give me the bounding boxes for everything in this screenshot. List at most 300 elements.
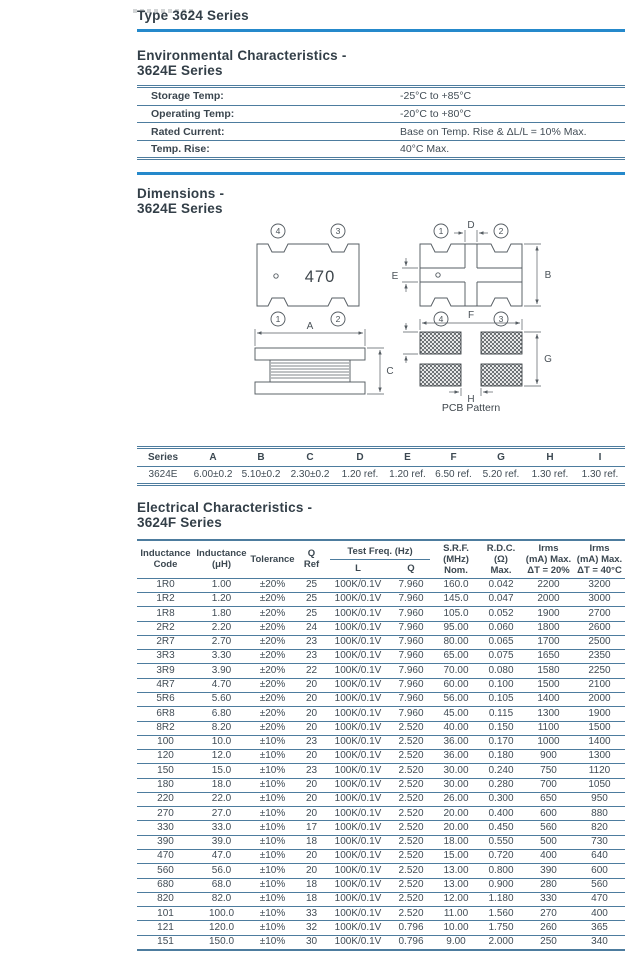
table-cell: ±10% xyxy=(259,936,286,948)
header-line: (Ω) xyxy=(494,553,508,565)
table-cell: 270 xyxy=(157,807,174,819)
table-cell: 0.080 xyxy=(488,664,514,676)
dim-label-b: B xyxy=(544,270,552,282)
table-cell: 0.170 xyxy=(488,736,514,748)
header-line: Tolerance xyxy=(250,553,295,565)
column-header: E xyxy=(385,448,430,466)
table-cell: 330 xyxy=(157,821,174,833)
pad-height-marks xyxy=(403,323,418,363)
table-cell: ±20% xyxy=(259,693,286,705)
table-cell: 100K/0.1V xyxy=(334,793,382,805)
table-cell: 1800 xyxy=(537,621,560,633)
env-value: 40°C Max. xyxy=(400,143,450,156)
header-line: Ref xyxy=(303,559,320,571)
table-cell: 2.520 xyxy=(398,850,424,862)
pin-marker xyxy=(494,312,508,326)
table-header xyxy=(137,540,625,579)
table-cell: 2.520 xyxy=(398,878,424,890)
table-cell: 7.960 xyxy=(398,664,424,676)
table-cell: ±20% xyxy=(259,607,286,619)
table-cell: ±20% xyxy=(259,579,286,591)
table-cell: 1050 xyxy=(588,779,611,791)
table-cell: 6.00±0.2 xyxy=(193,469,233,481)
table-cell: 3.90 xyxy=(211,664,232,676)
table-cell: 1.750 xyxy=(488,921,514,933)
page-title: Type 3624 Series xyxy=(137,8,249,23)
table-cell: 7.960 xyxy=(398,693,424,705)
table-cell: 3R3 xyxy=(156,650,175,662)
table-cell: 2.520 xyxy=(398,836,424,848)
column-header: A xyxy=(189,448,237,466)
datasheet-content xyxy=(137,8,625,951)
header-line: Inductance xyxy=(196,548,247,560)
table-cell: 100K/0.1V xyxy=(334,579,382,591)
table-cell: 36.00 xyxy=(443,736,469,748)
table-cell: 2.20 xyxy=(211,621,232,633)
header-line: Nom. xyxy=(444,564,468,576)
table-cell: 47.0 xyxy=(211,850,232,862)
table-cell: 2.520 xyxy=(398,864,424,876)
table-cell: 3.30 xyxy=(211,650,232,662)
table-cell: 0.450 xyxy=(488,821,514,833)
table-row xyxy=(137,578,625,592)
table-row xyxy=(137,592,625,606)
terminal-gap-lines xyxy=(420,244,522,306)
table-cell: 0.075 xyxy=(488,650,514,662)
table-header-row xyxy=(137,448,625,466)
datasheet-page xyxy=(0,8,639,956)
table-cell: 20 xyxy=(305,850,318,862)
header-line: (μH) xyxy=(212,559,231,571)
table-row xyxy=(137,892,625,906)
table-cell: 1300 xyxy=(588,750,611,762)
column-header: H xyxy=(525,448,575,466)
env-label: Rated Current: xyxy=(151,125,225,138)
table-cell: 5.10±0.2 xyxy=(241,469,281,481)
header-line: Irms xyxy=(589,542,610,554)
table-row xyxy=(137,692,625,706)
table-cell: 26.00 xyxy=(443,793,469,805)
table-cell: 2.520 xyxy=(398,807,424,819)
series-dimensions-table xyxy=(137,446,625,485)
table-cell: 1.180 xyxy=(488,893,514,905)
table-cell: 18 xyxy=(305,836,318,848)
table-cell: 18 xyxy=(305,878,318,890)
table-cell: 600 xyxy=(540,807,557,819)
table-cell: 365 xyxy=(591,921,608,933)
elec-heading-line1: Electrical Characteristics - xyxy=(137,499,313,515)
table-cell: 0.060 xyxy=(488,621,514,633)
polarity-dot xyxy=(436,273,440,277)
table-cell: 20 xyxy=(305,707,318,719)
pin-number: 3 xyxy=(498,314,504,325)
table-cell: 22.0 xyxy=(211,793,232,805)
table-row xyxy=(137,707,625,721)
electrical-table xyxy=(137,539,625,951)
table-cell: 0.100 xyxy=(488,679,514,691)
table-cell: 1500 xyxy=(588,721,611,733)
table-cell: 470 xyxy=(591,893,608,905)
dim-label-a: A xyxy=(306,321,314,333)
section-divider-rule xyxy=(137,172,625,175)
dimensions-diagram xyxy=(137,220,625,412)
environmental-table xyxy=(137,85,625,160)
table-cell: 20 xyxy=(305,779,318,791)
table-cell: 56.00 xyxy=(443,693,469,705)
winding-hatch xyxy=(271,363,349,378)
table-cell: 270 xyxy=(540,907,557,919)
table-cell: 2.30±0.2 xyxy=(290,469,330,481)
table-cell: 100K/0.1V xyxy=(334,650,382,662)
table-cell: 640 xyxy=(591,850,608,862)
title-underline-rule xyxy=(137,29,625,32)
dims-section-heading xyxy=(137,186,625,216)
column-header-inductance-uh xyxy=(194,540,249,579)
table-cell: 100K/0.1V xyxy=(334,779,382,791)
table-cell: ±20% xyxy=(259,650,286,662)
table-cell: 1.00 xyxy=(211,579,232,591)
table-cell: 0.300 xyxy=(488,793,514,805)
env-value: -25°C to +85°C xyxy=(400,90,472,103)
table-cell: 20 xyxy=(305,750,318,762)
table-row xyxy=(137,850,625,864)
side-view xyxy=(255,321,394,394)
table-cell: 1.560 xyxy=(488,907,514,919)
table-cell: 1900 xyxy=(588,707,611,719)
table-cell: 0.240 xyxy=(488,764,514,776)
table-cell: 330 xyxy=(540,893,557,905)
table-cell: ±20% xyxy=(259,593,286,605)
table-cell: 6.50 ref. xyxy=(435,469,472,481)
table-row xyxy=(137,764,625,778)
table-cell: 820 xyxy=(591,821,608,833)
table-cell: 1100 xyxy=(537,721,560,733)
table-cell: 0.180 xyxy=(488,750,514,762)
column-header-tolerance xyxy=(249,540,296,579)
table-cell: 6.80 xyxy=(211,707,232,719)
table-cell: 100K/0.1V xyxy=(334,893,382,905)
pcb-pad xyxy=(420,364,461,386)
table-cell: 20 xyxy=(305,807,318,819)
header-line: Max. xyxy=(490,564,512,576)
table-cell: 36.00 xyxy=(443,750,469,762)
table-cell: 7.960 xyxy=(398,707,424,719)
env-heading-line1: Environmental Characteristics - xyxy=(137,48,347,63)
table-cell: 2200 xyxy=(537,579,560,591)
column-header: F xyxy=(430,448,477,466)
env-label: Temp. Rise: xyxy=(151,143,210,156)
table-cell: 0.052 xyxy=(488,607,514,619)
column-header: B xyxy=(237,448,285,466)
table-cell: 820 xyxy=(157,893,174,905)
table-cell: 220 xyxy=(157,793,174,805)
table-cell: 20 xyxy=(305,864,318,876)
column-header-q-ref xyxy=(296,540,327,579)
header-line: Test Freq. (Hz) xyxy=(330,546,430,560)
table-cell: 0.550 xyxy=(488,836,514,848)
env-label: Operating Temp: xyxy=(151,107,235,120)
table-cell: 101 xyxy=(157,907,174,919)
table-cell: 3624E xyxy=(148,469,178,481)
bottom-plate xyxy=(255,382,365,394)
table-cell: 23 xyxy=(305,764,318,776)
table-cell: 12.00 xyxy=(443,893,469,905)
elec-heading-line2: 3624F Series xyxy=(137,514,222,530)
table-cell: 23 xyxy=(305,736,318,748)
table-cell: 0.400 xyxy=(488,807,514,819)
column-header-irms-20 xyxy=(523,540,574,579)
header-line: ΔT = 20% xyxy=(527,564,570,576)
table-cell: 100K/0.1V xyxy=(334,907,382,919)
table-cell: 160.0 xyxy=(443,579,469,591)
table-cell: 4R7 xyxy=(156,679,175,691)
dim-label-c: C xyxy=(386,366,394,378)
table-cell: 1500 xyxy=(537,679,560,691)
table-cell: 20 xyxy=(305,793,318,805)
table-cell: 17 xyxy=(305,821,318,833)
table-cell: 7.960 xyxy=(398,621,424,633)
table-cell: 2R2 xyxy=(156,621,175,633)
table-cell: ±10% xyxy=(259,764,286,776)
table-cell: 80.00 xyxy=(443,636,469,648)
table-cell: 2.520 xyxy=(398,779,424,791)
column-header-l: L xyxy=(355,563,361,575)
table-cell: 2.520 xyxy=(398,750,424,762)
dim-c xyxy=(367,348,394,394)
column-header: I xyxy=(575,448,625,466)
pcb-pad xyxy=(420,332,461,354)
column-header-rdc xyxy=(479,540,523,579)
table-cell: 100.0 xyxy=(208,907,235,919)
table-cell: 25 xyxy=(305,593,318,605)
table-row xyxy=(137,735,625,749)
table-cell: 2.70 xyxy=(211,636,232,648)
table-cell: 25 xyxy=(305,579,318,591)
table-row xyxy=(137,466,625,484)
table-row xyxy=(137,864,625,878)
table-cell: 100K/0.1V xyxy=(334,850,382,862)
table-cell: 8.20 xyxy=(211,721,232,733)
table-cell: 0.280 xyxy=(488,779,514,791)
terminal-view-outline xyxy=(420,244,522,306)
table-cell: 120 xyxy=(157,750,174,762)
table-cell: 32 xyxy=(305,921,318,933)
table-cell: 100K/0.1V xyxy=(334,679,382,691)
table-cell: 1580 xyxy=(537,664,560,676)
header-line: ΔT = 40°C xyxy=(577,564,622,576)
column-header: Series xyxy=(137,448,189,466)
top-plate xyxy=(255,348,365,360)
table-cell: 1.20 xyxy=(211,593,232,605)
table-cell: 7.960 xyxy=(398,636,424,648)
table-cell: 2.000 xyxy=(488,936,514,948)
table-cell: 2000 xyxy=(588,693,611,705)
column-header-srf xyxy=(433,540,479,579)
column-header: C xyxy=(285,448,335,466)
table-cell: 150 xyxy=(157,764,174,776)
table-cell: 7.960 xyxy=(398,579,424,591)
table-cell: 13.00 xyxy=(443,878,469,890)
pin-number: 4 xyxy=(438,314,444,325)
dim-label-f: F xyxy=(467,310,475,322)
polarity-dot xyxy=(274,274,278,278)
table-cell: 0.042 xyxy=(488,579,514,591)
pcb-pad xyxy=(481,364,522,386)
table-row xyxy=(137,621,625,635)
table-cell: 100K/0.1V xyxy=(334,836,382,848)
table-cell: 100K/0.1V xyxy=(334,693,382,705)
elec-section-heading xyxy=(137,500,625,530)
table-cell: 950 xyxy=(591,793,608,805)
table-cell: ±20% xyxy=(259,679,286,691)
table-cell: 2700 xyxy=(588,607,611,619)
pcb-pad xyxy=(481,332,522,354)
table-cell: 22 xyxy=(305,664,318,676)
table-cell: 100K/0.1V xyxy=(334,593,382,605)
table-cell: ±10% xyxy=(259,921,286,933)
table-cell: 0.065 xyxy=(488,636,514,648)
pcb-pattern-label: PCB Pattern xyxy=(441,402,501,413)
table-row xyxy=(137,821,625,835)
table-cell: 100K/0.1V xyxy=(334,736,382,748)
table-cell: 40.00 xyxy=(443,721,469,733)
table-cell: 15.0 xyxy=(211,764,232,776)
table-row xyxy=(137,835,625,849)
table-cell: 7.960 xyxy=(398,650,424,662)
table-cell: 65.00 xyxy=(443,650,469,662)
dims-heading-line2: 3624E Series xyxy=(137,201,223,217)
pin-marker xyxy=(494,224,508,238)
table-cell: 390 xyxy=(540,864,557,876)
pin-marker xyxy=(271,312,285,326)
column-header-irms-40 xyxy=(574,540,625,579)
table-cell: 70.00 xyxy=(443,664,469,676)
dim-label-g: G xyxy=(544,354,552,366)
table-cell: 470 xyxy=(157,850,174,862)
env-value: -20°C to +80°C xyxy=(400,107,472,120)
table-cell: 105.0 xyxy=(443,607,469,619)
header-line: S.R.F. xyxy=(443,542,469,554)
table-row xyxy=(137,750,625,764)
table-cell: 7.960 xyxy=(398,679,424,691)
table-cell: 6R8 xyxy=(156,707,175,719)
column-header-q: Q xyxy=(407,563,415,575)
dim-f xyxy=(420,310,522,330)
table-cell: 95.00 xyxy=(443,621,469,633)
env-label: Storage Temp: xyxy=(151,90,224,103)
table-row xyxy=(137,807,625,821)
table-cell: 0.796 xyxy=(398,921,424,933)
table-row xyxy=(137,650,625,664)
pin-marker xyxy=(434,224,448,238)
table-cell: 100K/0.1V xyxy=(334,721,382,733)
table-cell: 250 xyxy=(540,936,557,948)
table-cell: 100K/0.1V xyxy=(334,764,382,776)
dim-e xyxy=(392,258,418,292)
inductance-marking: 470 xyxy=(304,268,336,287)
table-cell: ±20% xyxy=(259,707,286,719)
table-cell: 0.047 xyxy=(488,593,514,605)
table-cell: ±20% xyxy=(259,721,286,733)
table-cell: 500 xyxy=(540,836,557,848)
table-cell: 600 xyxy=(591,864,608,876)
table-cell: 1.30 ref. xyxy=(531,469,569,481)
table-cell: 100K/0.1V xyxy=(334,864,382,876)
table-cell: 56.0 xyxy=(211,864,232,876)
table-cell: 2350 xyxy=(588,650,611,662)
table-cell: 27.0 xyxy=(211,807,232,819)
dim-label-d: D xyxy=(467,220,475,232)
table-row xyxy=(137,635,625,649)
table-cell: 400 xyxy=(591,907,608,919)
table-cell: 260 xyxy=(540,921,557,933)
header-line: (mA) Max. xyxy=(576,553,623,565)
column-header-test-freq xyxy=(327,540,433,561)
table-cell: 560 xyxy=(591,878,608,890)
table-cell: 23 xyxy=(305,636,318,648)
dim-b xyxy=(524,244,552,306)
table-cell: 25 xyxy=(305,607,318,619)
table-cell: 2.520 xyxy=(398,821,424,833)
table-cell: 39.0 xyxy=(211,836,232,848)
table-cell: 1.30 ref. xyxy=(581,469,619,481)
table-cell: 68.0 xyxy=(211,878,232,890)
dim-label-h: H xyxy=(467,394,475,406)
pin-marker xyxy=(271,224,285,238)
table-cell: 3000 xyxy=(588,593,611,605)
table-cell: ±10% xyxy=(259,907,286,919)
table-cell: 560 xyxy=(157,864,174,876)
table-cell: 3R9 xyxy=(156,664,175,676)
table-cell: 18 xyxy=(305,893,318,905)
pin-number: 3 xyxy=(335,226,341,237)
table-cell: 1.20 ref. xyxy=(389,469,426,481)
table-cell: 120.0 xyxy=(208,921,235,933)
table-cell: 30.00 xyxy=(443,764,469,776)
table-cell: 2100 xyxy=(588,679,611,691)
table-cell: ±20% xyxy=(259,664,286,676)
table-cell: 5R6 xyxy=(156,693,175,705)
table-cell: 180 xyxy=(157,779,174,791)
header-line: Irms xyxy=(538,542,559,554)
table-cell: 20.00 xyxy=(443,807,469,819)
table-header-row xyxy=(137,540,625,561)
table-cell: 1900 xyxy=(537,607,560,619)
table-cell: ±10% xyxy=(259,864,286,876)
header-line: Inductance xyxy=(140,548,191,560)
table-cell: 2.520 xyxy=(398,893,424,905)
table-cell: ±20% xyxy=(259,621,286,633)
table-cell: ±10% xyxy=(259,836,286,848)
table-cell: 20.00 xyxy=(443,821,469,833)
pin-number: 4 xyxy=(275,226,281,237)
table-cell: 0.115 xyxy=(488,707,514,719)
table-cell: 1120 xyxy=(588,764,611,776)
table-cell: 5.60 xyxy=(211,693,232,705)
table-row xyxy=(137,140,625,159)
header-line: Code xyxy=(153,559,178,571)
table-cell: 100K/0.1V xyxy=(334,878,382,890)
table-cell: ±10% xyxy=(259,878,286,890)
header-line: R.D.C. xyxy=(486,542,516,554)
header-line: Q xyxy=(307,548,316,560)
table-cell: 100K/0.1V xyxy=(334,936,382,948)
table-cell: 750 xyxy=(540,764,557,776)
table-cell: 7.960 xyxy=(398,593,424,605)
table-row xyxy=(137,607,625,621)
table-cell: 100K/0.1V xyxy=(334,821,382,833)
table-row xyxy=(137,678,625,692)
